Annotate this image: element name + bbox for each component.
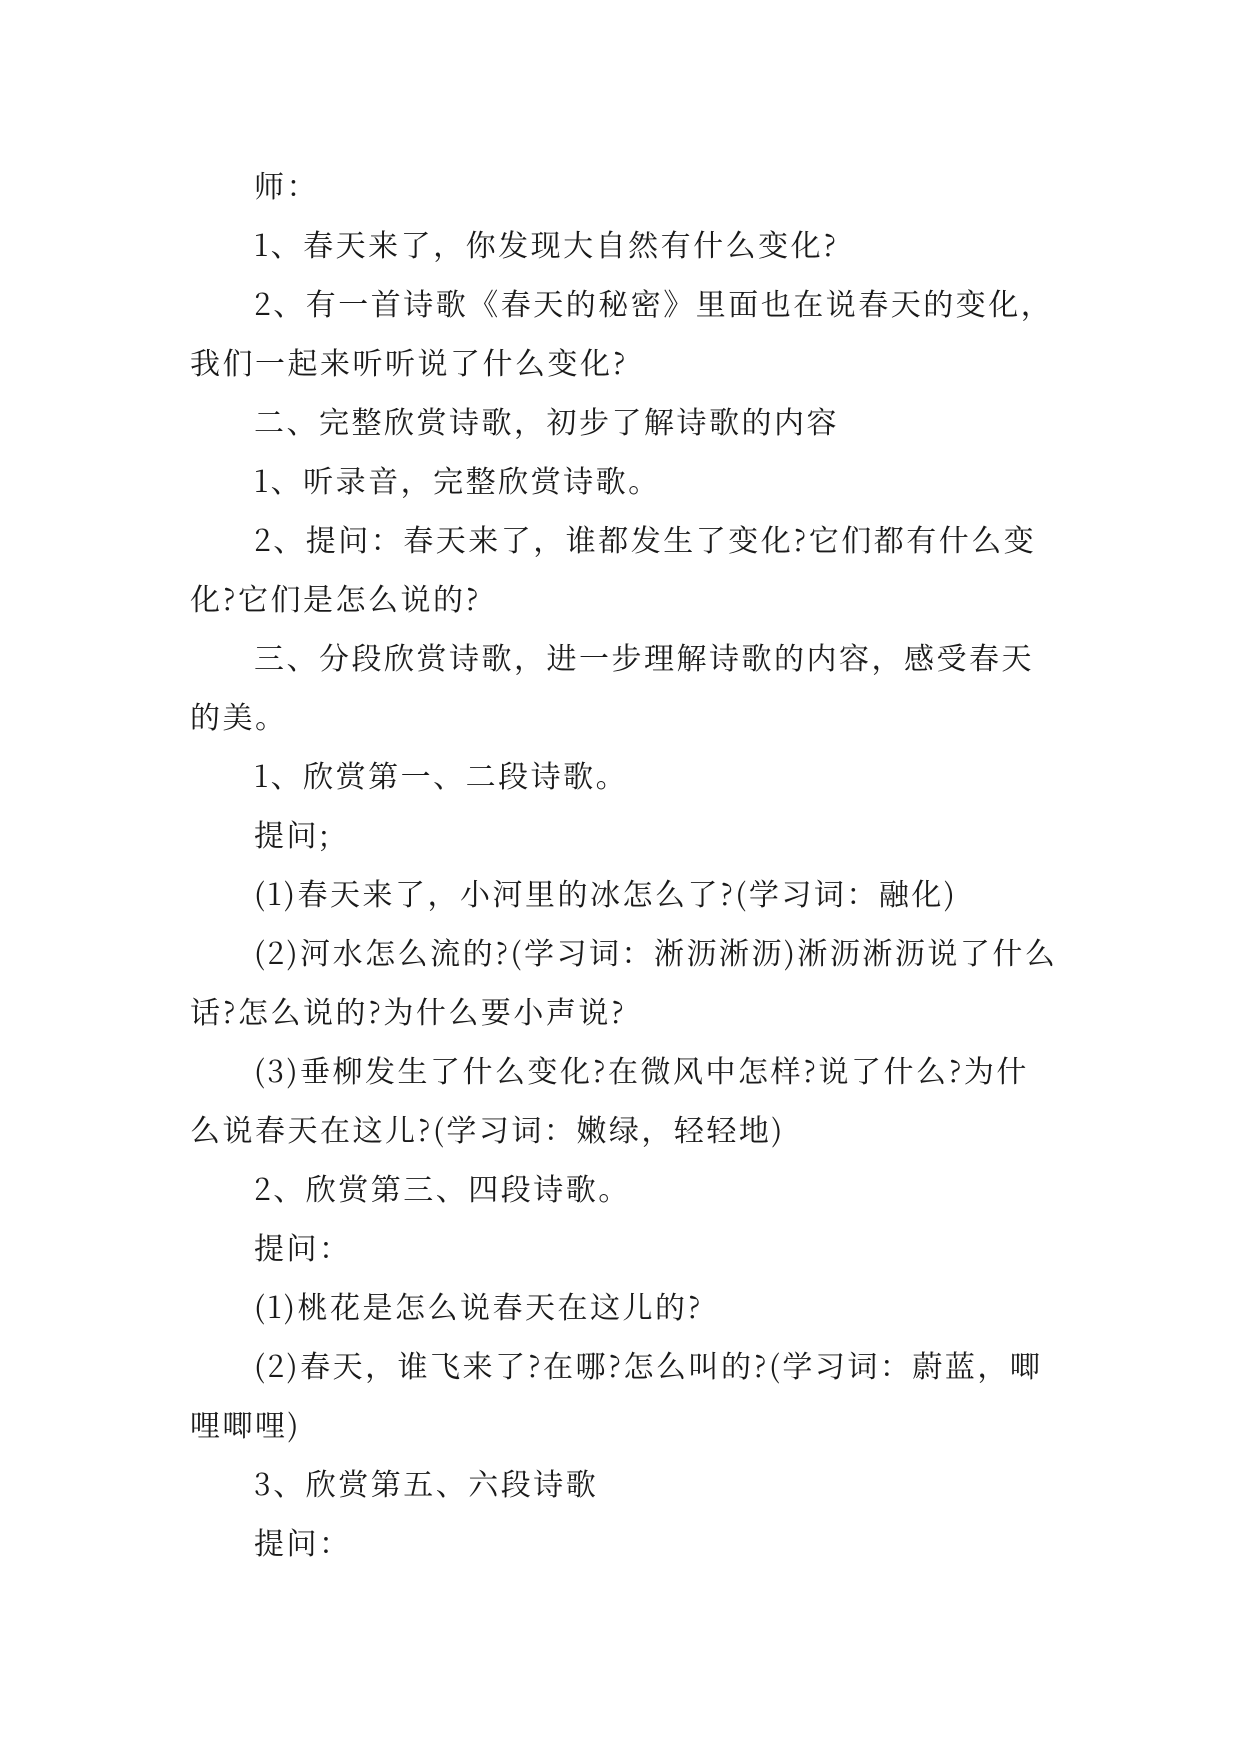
paragraph: 2、有一首诗歌《春天的秘密》里面也在说春天的变化，我们一起来听听说了什么变化? (190, 280, 1054, 383)
paragraph: 3、欣赏第五、六段诗歌 (254, 1460, 599, 1504)
paragraph: 提问： (254, 1519, 352, 1563)
paragraph: (3)垂柳发生了什么变化?在微风中怎样?说了什么?为什么说春天在这儿?(学习词：嫩绿，轻轻地) (190, 1047, 1029, 1150)
section-heading: 三、分段欣赏诗歌，进一步理解诗歌的内容，感受春天的美。 (190, 634, 1034, 737)
paragraph: 1、欣赏第一、二段诗歌。 (254, 752, 629, 796)
paragraph: 2、欣赏第三、四段诗歌。 (254, 1165, 631, 1209)
paragraph: 2、提问：春天来了，谁都发生了变化?它们都有什么变化?它们是怎么说的? (190, 516, 1037, 619)
paragraph: (1)春天来了，小河里的冰怎么了?(学习词：融化) (254, 870, 958, 914)
paragraph: 提问： (254, 1224, 352, 1268)
section-heading: 二、完整欣赏诗歌，初步了解诗歌的内容 (254, 398, 839, 442)
paragraph: 1、听录音，完整欣赏诗歌。 (254, 457, 661, 501)
paragraph: 师： (254, 162, 319, 206)
paragraph: (1)桃花是怎么说春天在这儿的? (254, 1283, 703, 1327)
paragraph: (2)河水怎么流的?(学习词：淅沥淅沥)淅沥淅沥说了什么话?怎么说的?为什么要小声说? (190, 929, 1058, 1032)
paragraph: 提问; (254, 811, 332, 855)
document-body (190, 155, 1060, 1571)
paragraph: 1、春天来了，你发现大自然有什么变化? (254, 221, 839, 265)
paragraph: (2)春天，谁飞来了?在哪?怎么叫的?(学习词：蔚蓝，唧哩唧哩) (190, 1342, 1043, 1445)
